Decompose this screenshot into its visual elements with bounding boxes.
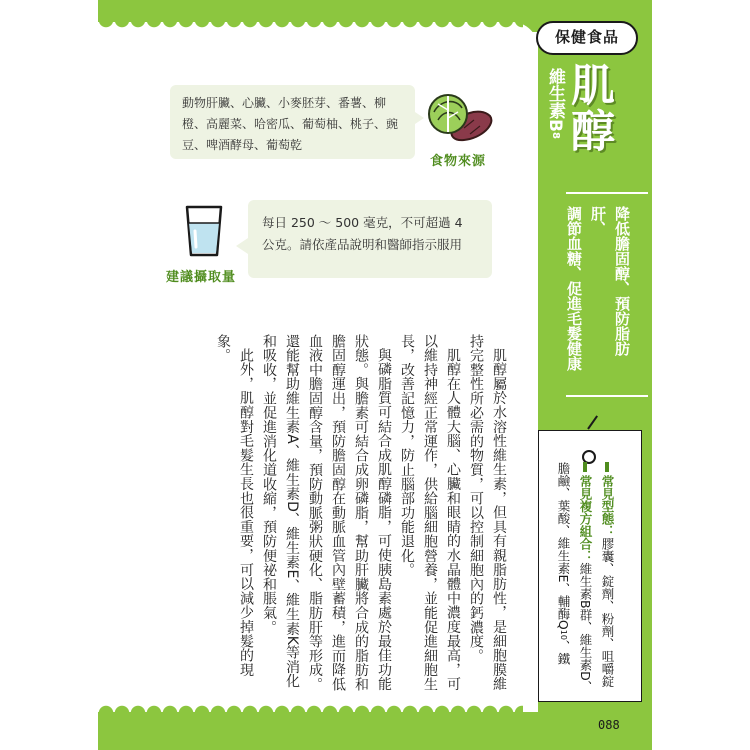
body-paragraph-1: 肌醇屬於水溶性維生素，但具有親脂肪性，是細胞膜維持完整性所必需的物質，可以控制細胞內的鈣濃度。 <box>468 334 507 692</box>
bottom-green-band <box>98 710 652 750</box>
body-paragraph-2: 肌醇在人體大腦、心臟和眼睛的水晶體中濃度最高，可以維持神經正常運作，供給腦細胞營養，並能促進細胞生長，改善記憶力，防止腦部功能退化。 <box>399 334 461 692</box>
body-paragraph-3: 與磷脂質可結合成肌醇磷脂，可使胰島素處於最佳功能狀態。與膽素可結合成卵磷脂，幫助肝臟將合成的脂肪和膽固醇運出，預防膽固醇在動脈血管內壁蓄積，進而降低血液中膽固醇含量，預防動脈粥狀硬化、脂肪肝等形成。還能幫助維生素A、維生素D、維生素E、維生素K等消化和吸收，並促進消化道收縮，預防便祕和脹氣。 <box>261 334 392 692</box>
subtitle-prefix: 維生素B <box>545 68 565 132</box>
forms-label: 常見型態： <box>600 475 615 538</box>
cabbage-and-sweet-potato-icon <box>424 90 496 146</box>
food-sources-box: 動物肝臟、心臟、小麥胚芽、番薯、柳橙、高麗菜、哈密瓜、葡萄柚、桃子、豌豆、啤酒酵母、葡萄乾 <box>170 85 415 159</box>
effects-line-2: 調節血糖、促進毛髮健康 <box>565 206 583 371</box>
intake-bubble-tail <box>236 238 248 254</box>
combo-q10-subscript: 10 <box>559 629 568 640</box>
page-subtitle <box>546 68 563 139</box>
intake-box: 每日 250 ～ 500 毫克，不可超過 4 公克。請依產品說明和醫師指示服用 <box>248 200 492 278</box>
panel-divider-bottom <box>566 395 648 397</box>
top-wave-decoration <box>98 20 523 34</box>
intake-label: 建議攝取量 <box>166 270 237 285</box>
forms-line <box>596 462 618 694</box>
combo-value-part1: 維生素B群、維生素D、膽鹼、葉酸、維生素E、輔酶Q <box>556 462 593 694</box>
food-bubble-tail <box>412 110 424 126</box>
common-forms-text <box>552 462 618 694</box>
combo-label: 常見複方組合： <box>578 475 593 563</box>
page-title: 肌醇 <box>563 62 614 154</box>
combo-line <box>552 462 596 694</box>
forms-value: 膠囊、錠劑、粉劑、咀嚼錠 <box>600 537 615 688</box>
main-body-text <box>174 334 510 694</box>
category-badge: 保健食品 <box>536 21 638 55</box>
combo-value-part2: 、鐵 <box>556 639 571 665</box>
water-glass-icon <box>183 203 225 259</box>
subtitle-subscript: 8 <box>550 131 561 139</box>
effects-text <box>562 206 634 376</box>
body-paragraph-4: 此外，肌醇對毛髮生長也很重要，可以減少掉髮的現象。 <box>215 334 254 677</box>
panel-divider-top <box>566 192 648 194</box>
bullet-bar-icon <box>583 462 587 472</box>
food-sources-label: 食物來源 <box>430 154 487 169</box>
effects-line-1: 降低膽固醇、預防脂肪肝、 <box>589 206 631 356</box>
page-number: 088 <box>598 718 620 732</box>
bottom-wave-decoration <box>98 703 523 713</box>
bullet-bar-icon <box>605 462 609 472</box>
